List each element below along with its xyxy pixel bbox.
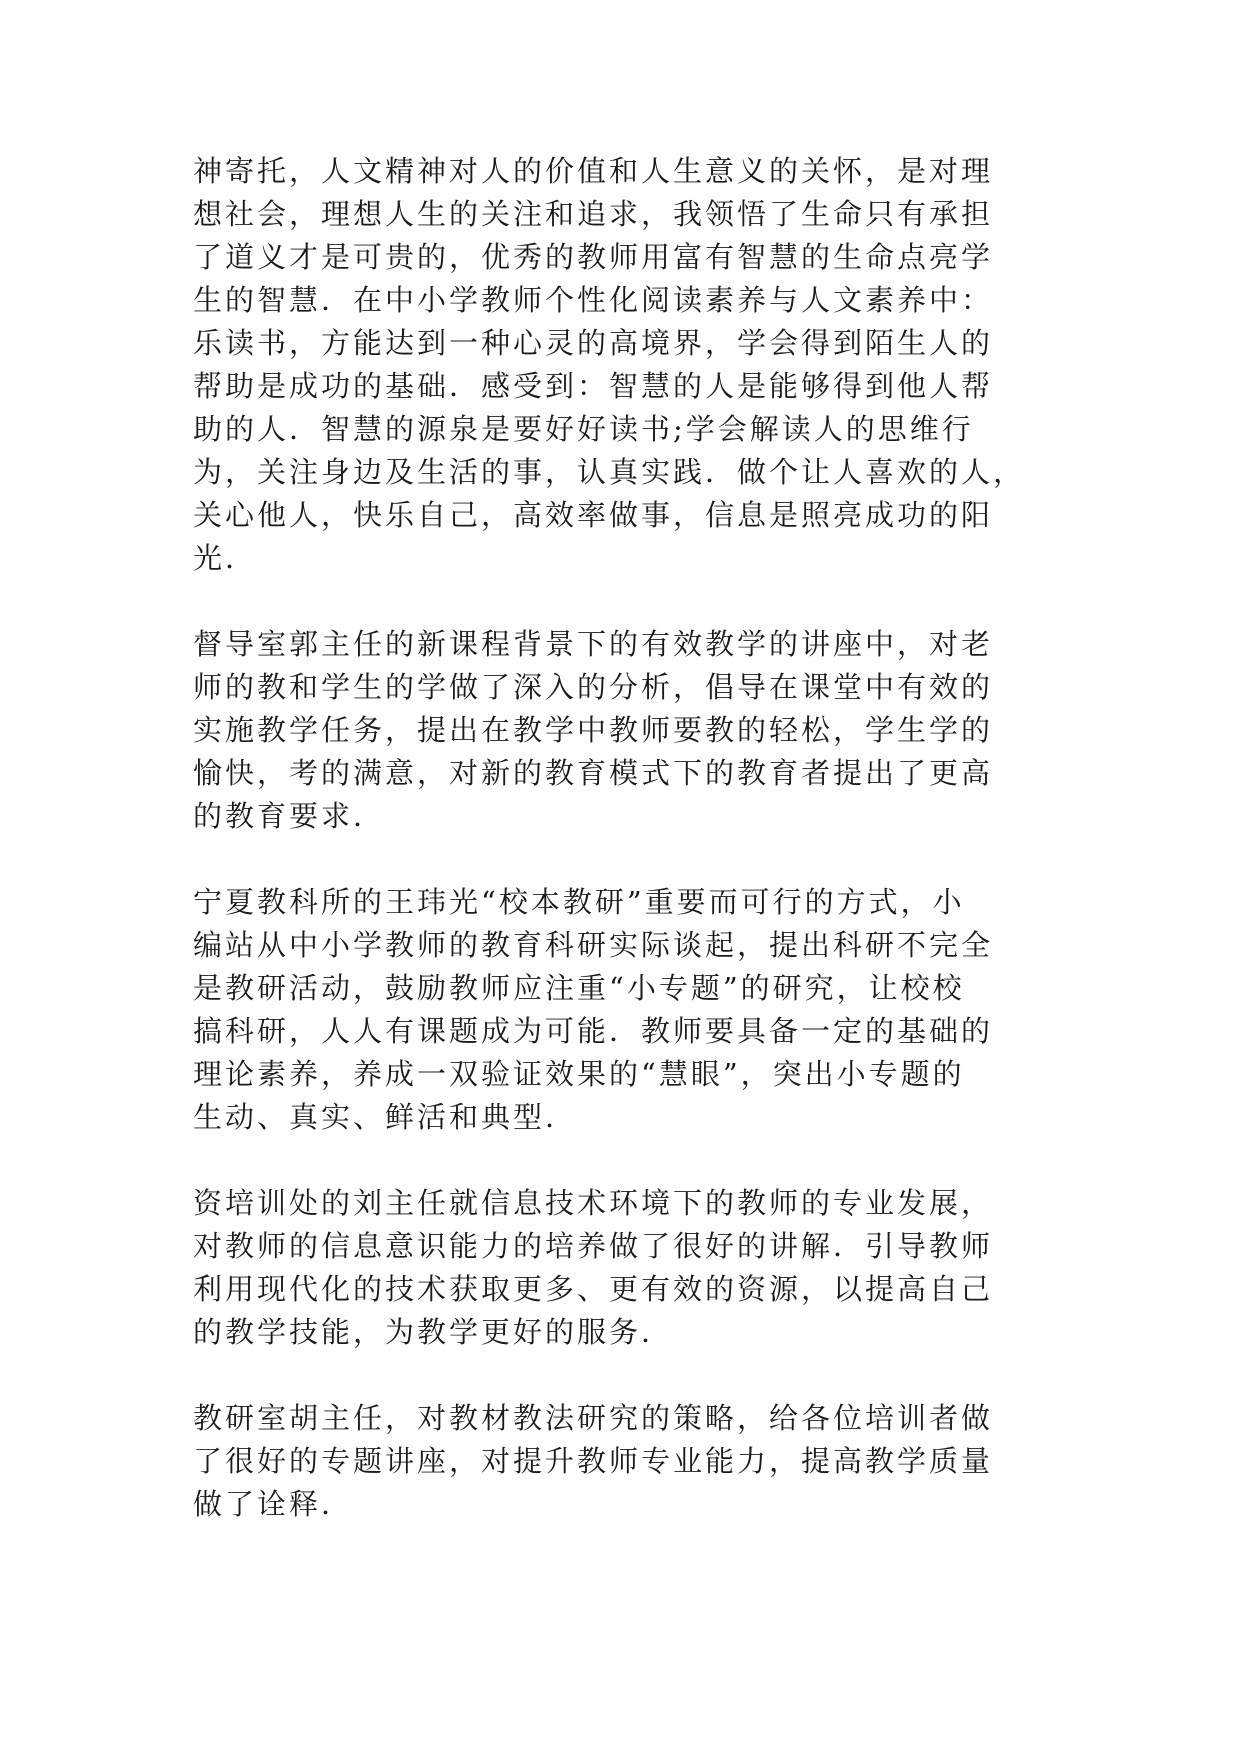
paragraph-teaching-materials: 教研室胡主任，对教材教法研究的策略，给各位培训者做 了很好的专题讲座，对提升教师专业能力，提高教学质量 做了诠释． (193, 1401, 994, 1521)
paragraph-school-based-research: 宁夏教科所的王玮光“校本教研”重要而可行的方式，小 编站从中小学教师的教育科研实际谈起，提出科研不完全 是教研活动，鼓励教师应注重“小专题”的研究，让校校 搞科研，人人有课题成为可能．教师要具备一定的基础的 理论素养，养成一双验证效果的“慧眼”，突出小专题的 生动、真实、鲜活和典型． (193, 885, 994, 1134)
paragraph-information-technology: 资培训处的刘主任就信息技术环境下的教师的专业发展， 对教师的信息意识能力的培养做了很好的讲解．引导教师 利用现代化的技术获取更多、更有效的资源，以提高自己 的教学技能，为教学更好的服务． (193, 1186, 994, 1349)
paragraph-humanistic-spirit: 神寄托，人文精神对人的价值和人生意义的关怀，是对理 想社会，理想人生的关注和追求，我领悟了生命只有承担 了道义才是可贵的，优秀的教师用富有智慧的生命点亮学 生的智慧．在中小学教师个性化阅读素养与人文素养中： 乐读书，方能达到一种心灵的高境界，学会得到陌生人的 帮助是成功的基础．感受到：智慧的人是能够得到他人帮 助的人．智慧的源泉是要好好读书;学会解读人的思维行 为，关注身边及生活的事，认真实践．做个让人喜欢的人， 关心他人，快乐自己，高效率做事，信息是照亮成功的阳 光． (193, 154, 1026, 575)
document-body (193, 150, 1063, 1526)
paragraph-effective-teaching: 督导室郭主任的新课程背景下的有效教学的讲座中，对老 师的教和学生的学做了深入的分析，倡导在课堂中有效的 实施教学任务，提出在教学中教师要教的轻松，学生学的 愉快，考的满意，对新的教育模式下的教育者提出了更高 的教育要求． (193, 627, 994, 833)
